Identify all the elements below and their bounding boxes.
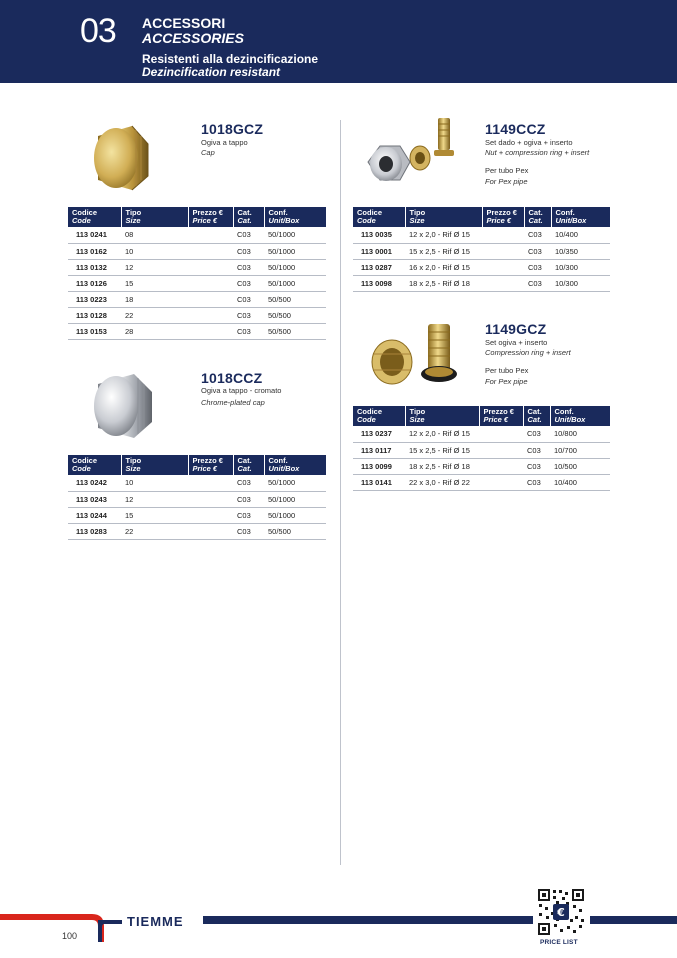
product-desc-1018gcz xyxy=(201,138,248,158)
col-cat: Cat. Cat. xyxy=(233,207,264,227)
qr-code-icon[interactable] xyxy=(537,888,585,936)
col-box: Conf. Unit/Box xyxy=(550,406,610,426)
brass-cap-image xyxy=(92,118,156,196)
col-cat: Cat. Cat. xyxy=(233,455,264,475)
product-code-1018gcz: 1018GCZ xyxy=(201,121,264,137)
ring-insert-set-image xyxy=(366,318,466,390)
col-cat: Cat. Cat. xyxy=(523,406,550,426)
col-price: Prezzo € Price € xyxy=(188,207,233,227)
product-desc-1018ccz xyxy=(201,386,281,408)
nut-ring-insert-set-image xyxy=(362,114,472,200)
product-desc-1149gcz xyxy=(485,338,571,387)
product-code-1018ccz: 1018CCZ xyxy=(201,370,263,386)
note-it: Per tubo Pex xyxy=(485,166,529,175)
chrome-cap-image xyxy=(92,368,158,444)
price-list-label: PRICE LIST xyxy=(540,939,578,946)
desc-en: Cap xyxy=(201,148,215,157)
table-row: 113 0099 18 x 2,5 - Rif Ø 18 C03 10/500 xyxy=(353,458,610,474)
col-cat: Cat. Cat. xyxy=(524,207,551,227)
desc-it: Ogiva a tappo - cromato xyxy=(201,386,282,395)
product-desc-1149ccz xyxy=(485,138,589,187)
table-row: 113 0098 18 x 2,5 - Rif Ø 18 C03 10/300 xyxy=(353,275,610,291)
table-header-row xyxy=(68,207,326,227)
table-row: 113 0141 22 x 3,0 - Rif Ø 22 C03 10/400 xyxy=(353,474,610,490)
table-row: 113 0244 15 C03 50/1000 xyxy=(68,507,326,523)
desc-en: Nut + compression ring + insert xyxy=(485,148,590,157)
section-number: 03 xyxy=(80,12,116,50)
svg-text:€: € xyxy=(557,906,565,919)
table-row: 113 0242 10 C03 50/1000 xyxy=(68,475,326,491)
col-box: Conf. Unit/Box xyxy=(264,455,326,475)
desc-en: Compression ring + insert xyxy=(485,348,571,357)
note-en: For Pex pipe xyxy=(485,177,528,186)
product-code-1149ccz: 1149CCZ xyxy=(485,121,546,137)
note-it: Per tubo Pex xyxy=(485,366,529,375)
section-subtitle-it: Resistenti alla dezincificazione xyxy=(142,52,319,66)
section-subtitle xyxy=(142,53,318,79)
col-code: Codice Code xyxy=(353,406,405,426)
col-box: Conf. Unit/Box xyxy=(264,207,326,227)
table-row: 113 0132 12 C03 50/1000 xyxy=(68,259,326,275)
section-title-it: ACCESSORI xyxy=(142,15,226,31)
table-header-row xyxy=(353,207,610,227)
table-row: 113 0035 12 x 2,0 - Rif Ø 15 C03 10/400 xyxy=(353,227,610,243)
table-row: 113 0153 28 C03 50/500 xyxy=(68,323,326,339)
col-size: Tipo Size xyxy=(121,455,188,475)
col-code: Codice Code xyxy=(68,455,121,475)
col-price: Prezzo € Price € xyxy=(479,406,523,426)
table-row: 113 0287 16 x 2,0 - Rif Ø 15 C03 10/300 xyxy=(353,259,610,275)
table-header-row xyxy=(353,406,610,426)
desc-it: Set dado + ogiva + inserto xyxy=(485,138,573,147)
col-size: Tipo Size xyxy=(121,207,188,227)
table-row: 113 0241 08 C03 50/1000 xyxy=(68,227,326,243)
table-1149gcz xyxy=(353,406,610,491)
col-code: Codice Code xyxy=(353,207,405,227)
desc-it: Ogiva a tappo xyxy=(201,138,248,147)
col-code: Codice Code xyxy=(68,207,121,227)
table-row: 113 0237 12 x 2,0 - Rif Ø 15 C03 10/800 xyxy=(353,426,610,442)
note-en: For Pex pipe xyxy=(485,377,528,386)
page-header xyxy=(0,0,677,83)
table-row: 113 0128 22 C03 50/500 xyxy=(68,307,326,323)
col-price: Prezzo € Price € xyxy=(188,455,233,475)
page-number: 100 xyxy=(62,931,78,941)
table-row: 113 0283 22 C03 50/500 xyxy=(68,523,326,539)
desc-en: Chrome-plated cap xyxy=(201,398,265,407)
table-1018gcz xyxy=(68,207,326,340)
col-box: Conf. Unit/Box xyxy=(551,207,610,227)
col-size: Tipo Size xyxy=(405,406,479,426)
col-price: Prezzo € Price € xyxy=(482,207,524,227)
table-row: 113 0223 18 C03 50/500 xyxy=(68,291,326,307)
section-title xyxy=(142,16,244,46)
table-row: 113 0126 15 C03 50/1000 xyxy=(68,275,326,291)
section-title-en: ACCESSORIES xyxy=(142,30,244,46)
table-row: 113 0162 10 C03 50/1000 xyxy=(68,243,326,259)
col-size: Tipo Size xyxy=(405,207,482,227)
brand-logo-text: TIEMME xyxy=(127,914,184,929)
column-divider xyxy=(340,120,341,865)
table-1149ccz xyxy=(353,207,610,292)
table-1018ccz xyxy=(68,455,326,540)
table-header-row xyxy=(68,455,326,475)
desc-it: Set ogiva + inserto xyxy=(485,338,548,347)
table-row: 113 0001 15 x 2,5 - Rif Ø 15 C03 10/350 xyxy=(353,243,610,259)
table-row: 113 0117 15 x 2,5 - Rif Ø 15 C03 10/700 xyxy=(353,442,610,458)
product-code-1149gcz: 1149GCZ xyxy=(485,321,547,337)
table-row: 113 0243 12 C03 50/1000 xyxy=(68,491,326,507)
section-subtitle-en: Dezincification resistant xyxy=(142,65,281,79)
